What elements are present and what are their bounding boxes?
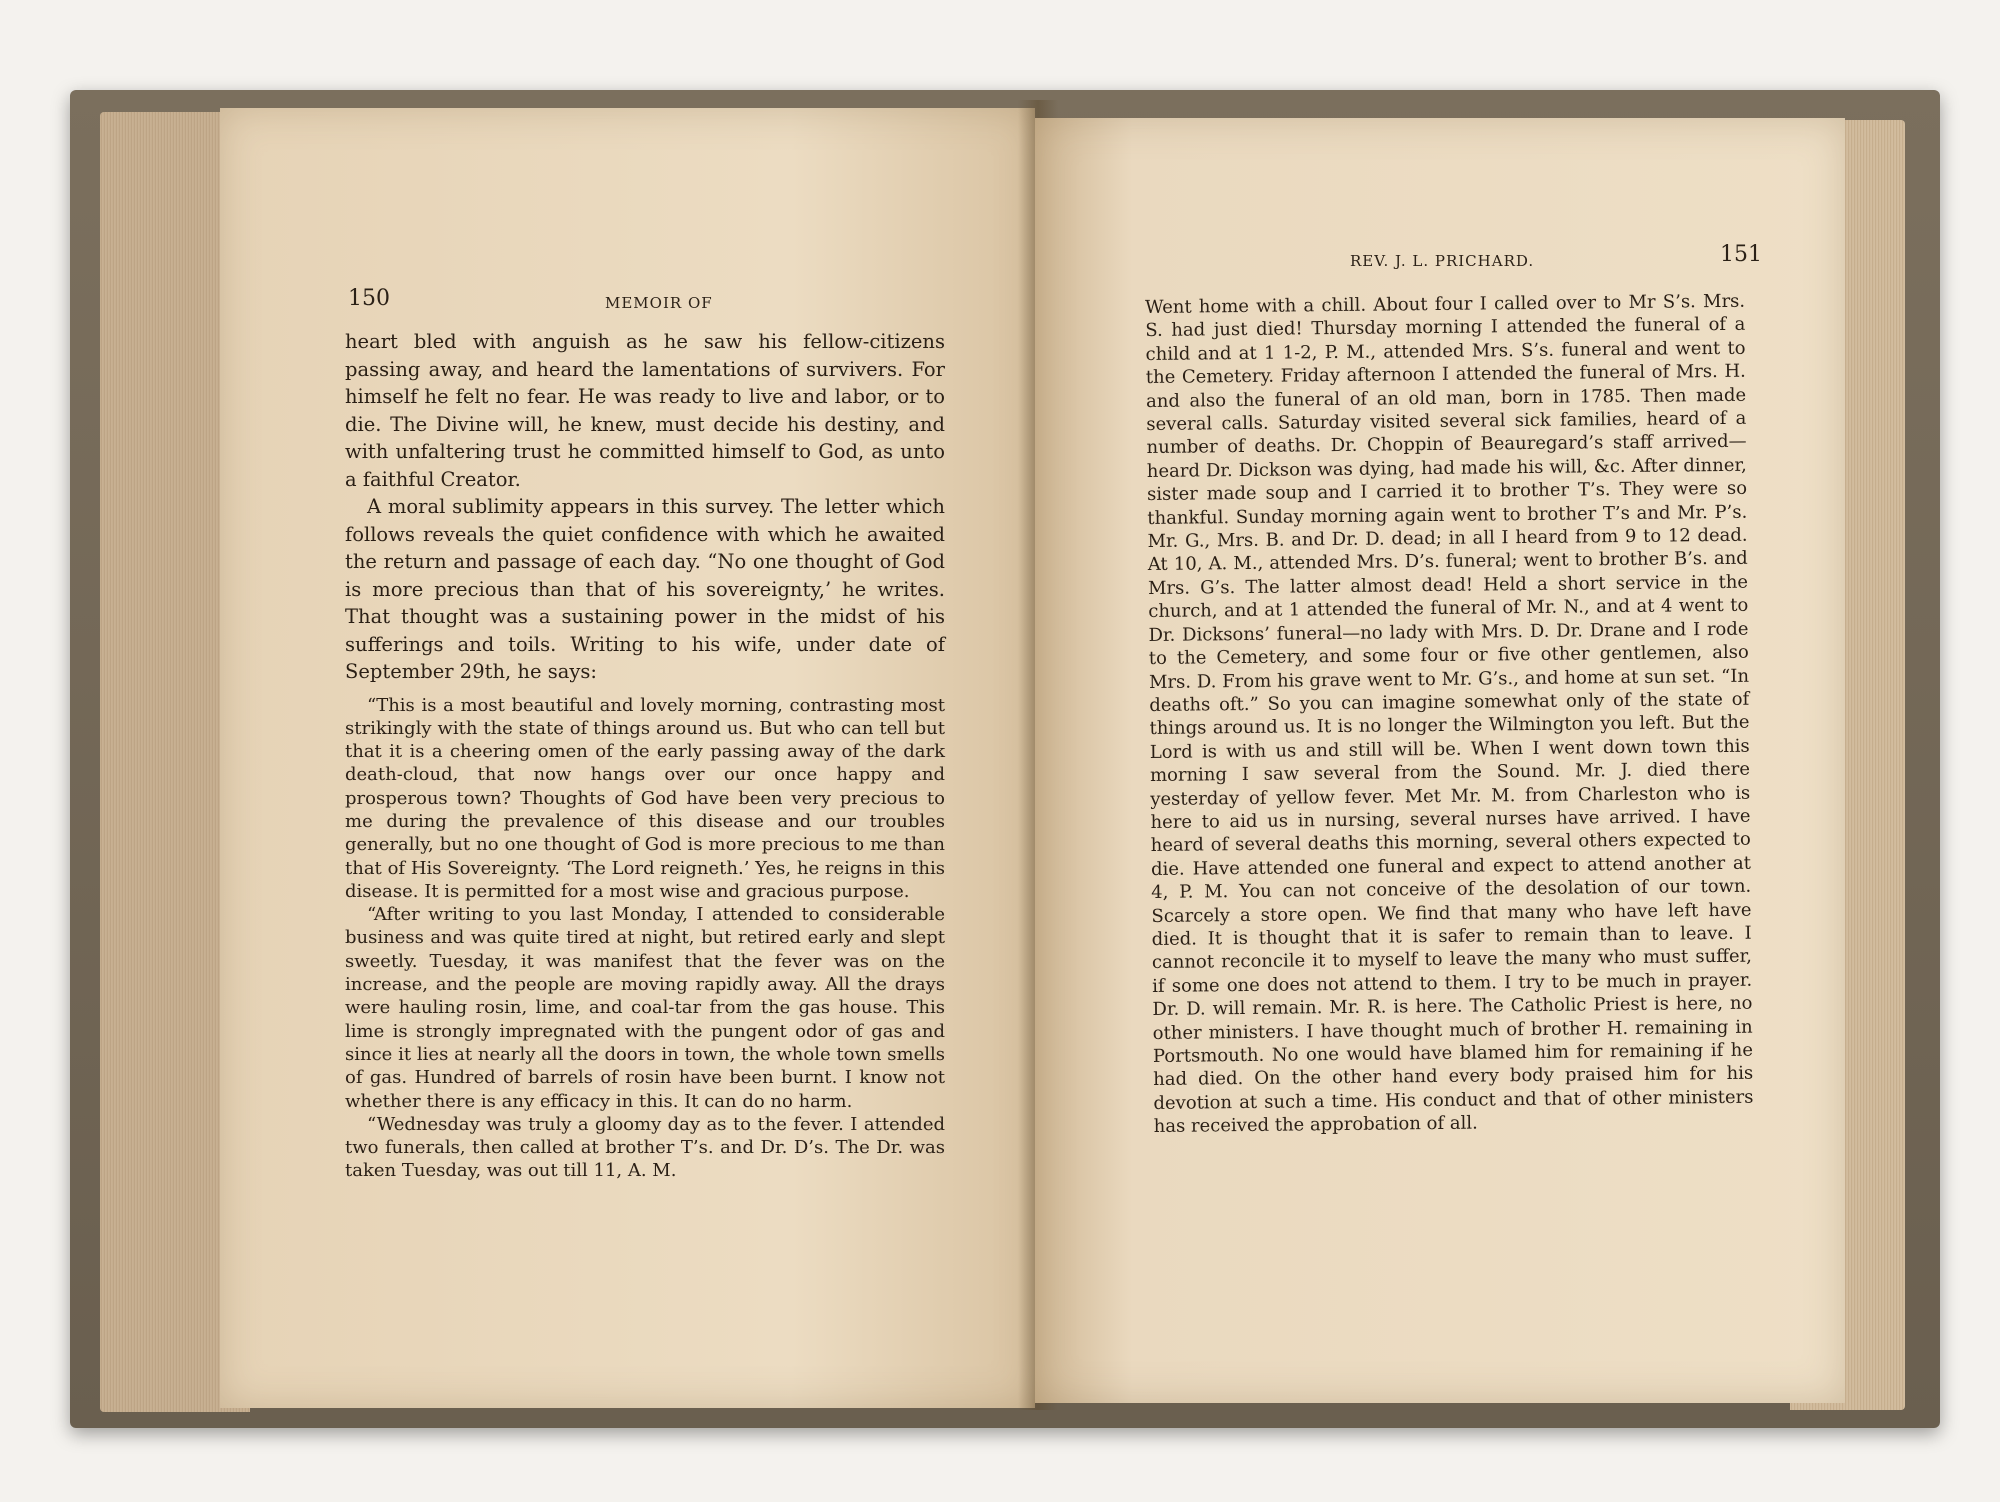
left-running-head: MEMOIR OF [605,294,713,312]
right-page [1035,118,1845,1403]
right-paragraph-1: Went home with a chill. About four I called over to Mr S’s. Mrs. S. had just died! Thursday morning I attended the funeral of a child and at 1 1-2, P. M., attended Mrs. S’s. funeral and went to the Cemetery. Friday afternoon I attended the funeral of Mrs. H. and also the funeral of an old man, born in 1785. Then made several calls. Saturday visited several sick families, heard of a number of deaths. Dr. Choppin of Beauregard’s staff arrived—heard Dr. Dickson was dying, had made his will, &c. After dinner, sister made soup and I carried it to brother T’s. They were so thankful. Sunday morning again went to brother T’s and Mr. P’s. Mr. G., Mrs. B. and Dr. D. dead; in all I heard from 9 to 12 dead. At 10, A. M., attended Mrs. D’s. funeral; went to brother B’s. and Mrs. G’s. The latter almost dead! Held a short service in the church, and at 1 attended the funeral of Mr. N., and at 4 went to Dr. Dicksons’ funeral—no lady with Mrs. D. Dr. Drane and I rode to the Cemetery, and some four or five other gentlemen, also Mrs. D. From his grave went to Mr. G’s., and home at sun set. “In deaths oft.” So you can imagine somewhat only of the state of things around us. It is no longer the Wilmington you left. But the Lord is with us and still will be. When I went down town this morning I saw several from the Sound. Mr. J. died there yesterday of yellow fever. Met Mr. M. from Charleston who is here to aid us in nursing, several nurses have arrived. I have heard of several deaths this morning, several others expected to die. Have attended one funeral and expect to attend another at 4, P. M. You can not conceive of the desolation of our town. Scarcely a store open. We find that many who have left have died. It is thought that it is safer to remain than to leave. I cannot reconcile it to myself to leave the many who must suffer, if some one does not attend to them. I try to be much in prayer. Dr. D. will remain. Mr. R. is here. The Catholic Priest is here, no other ministers. I have thought much of brother H. remaining in Portsmouth. No one would have blamed him for remaining if he had died. On the other hand every body praised him for his devotion at such a time. His conduct and that of other ministers has received the approbation of all. [1145,290,1754,1138]
left-main-text [345,298,945,1183]
left-page [220,108,1035,1408]
right-page-number: 151 [1720,242,1762,267]
left-paragraph-1: heart bled with anguish as he saw his fellow-citizens passing away, and heard the lamentations of survivers. For himself he felt no fear. He was ready to live and labor, or to die. The Divine will, he knew, must decide his destiny, and with unfaltering trust he committed himself to God, as unto a faithful Creator. [345,330,945,491]
right-running-head: REV. J. L. PRICHARD. [1350,252,1535,270]
left-page-number: 150 [348,286,390,311]
left-quote-1: “This is a most beautiful and lovely morning, contrasting most strikingly with the state of things around us. But who can tell but that it is a cheering omen of the early passing away of the dark death-cloud, that now hangs over our once happy and prosperous town? Thoughts of God have been very precious to me during the prevalence of this disease and our troubles generally, but no one thought of God is more precious to me than that of His Sovereignty. ‘The Lord reigneth.’ Yes, he reigns in this disease. It is permitted for a most wise and gracious purpose. [345,694,945,902]
left-quote-3: “Wednesday was truly a gloomy day as to the fever. I attended two funerals, then called at brother T’s. and Dr. D’s. The Dr. was taken Tuesday, was out till 11, A. M. [345,1113,945,1182]
right-main-text [1145,290,1754,1139]
left-quote-2: “After writing to you last Monday, I attended to considerable business and was quite tired at night, but retired early and slept sweetly. Tuesday, it was manifest that the fever was on the increase, and the people are moving rapidly away. All the drays were hauling rosin, lime, and coal-tar from the gas house. This lime is strongly impregnated with the pungent odor of gas and since it lies at nearly all the doors in town, the whole town smells of gas. Hundred of barrels of rosin have been burnt. I know not whether there is any efficacy in this. It can do no harm. [345,904,945,1112]
left-paragraph-2: A moral sublimity appears in this survey. The letter which follows reveals the quiet confidence with which he awaited the return and passage of each day. “No one thought of God is more precious than that of his sovereignty,’ he writes. That thought was a sustaining power in the midst of his sufferings and toils. Writing to his wife, under date of September 29th, he says: [345,495,945,683]
